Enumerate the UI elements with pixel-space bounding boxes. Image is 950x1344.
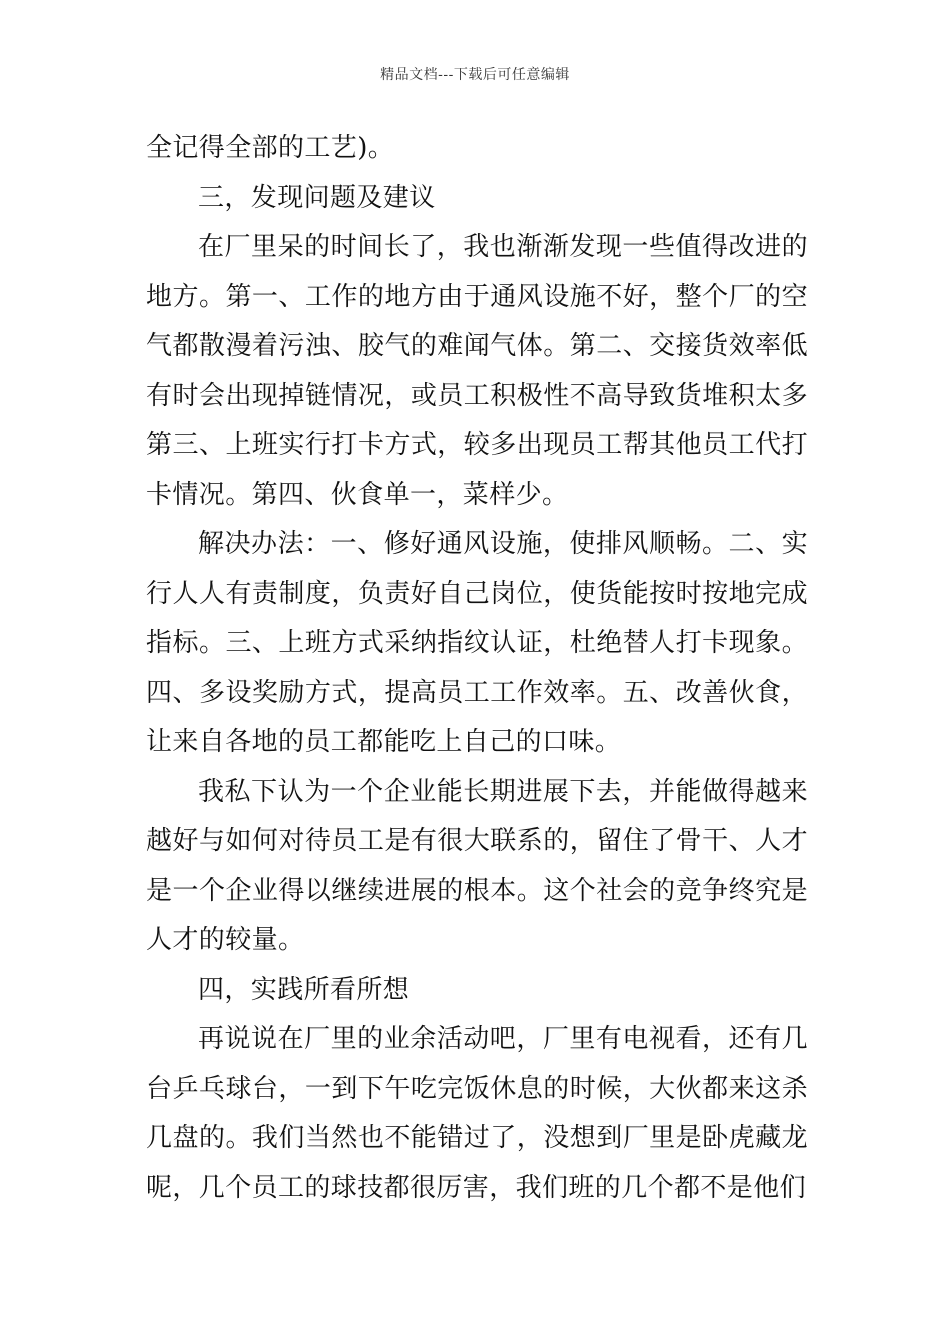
paragraph-opinion: 我私下认为一个企业能长期进展下去，并能做得越来越好与如何对待员工是有很大联系的，留住了骨干、人才是一个企业得以继续进展的根本。这个社会的竞争终究是人才的较量。 — [146, 776, 808, 955]
paragraph-continuation: 全记得全部的工艺)。 — [146, 133, 395, 163]
section-heading-observations: 四，实践所看所想 — [198, 974, 410, 1005]
paragraph-problems: 在厂里呆的时间长了，我也渐渐发现一些值得改进的地方。第一、工作的地方由于通风设施不好，整个厂的空气都散漫着污浊、胶气的难闻气体。第二、交接货效率低有时会出现掉链情况，或员工积极性不高导致货堆积太多第三、上班实行打卡方式，较多出现员工帮其他员工代打卡情况。第四、伙食单一，菜样少。 — [146, 232, 808, 510]
page-header: 精品文档---下载后可任意编辑 — [380, 67, 570, 83]
paragraph-activities: 再说说在厂里的业余活动吧，厂里有电视看，还有几台乒乓球台，一到下午吃完饭休息的时候，大伙都来这杀几盘的。我们当然也不能错过了，没想到厂里是卧虎藏龙呢，几个员工的球技都很厉害，我们班的几个都不是他们 — [146, 1024, 808, 1203]
paragraph-solutions: 解决办法：一、修好通风设施，使排风顺畅。二、实行人人有责制度，负责好自己岗位，使货能按时按地完成指标。三、上班方式采纳指纹认证，杜绝替人打卡现象。四、多设奖励方式，提高员工工作效率。五、改善伙食，让来自各地的员工都能吃上自己的口味。 — [146, 529, 808, 757]
document-body — [146, 124, 808, 1213]
section-heading-problems: 三，发现问题及建议 — [198, 182, 436, 213]
